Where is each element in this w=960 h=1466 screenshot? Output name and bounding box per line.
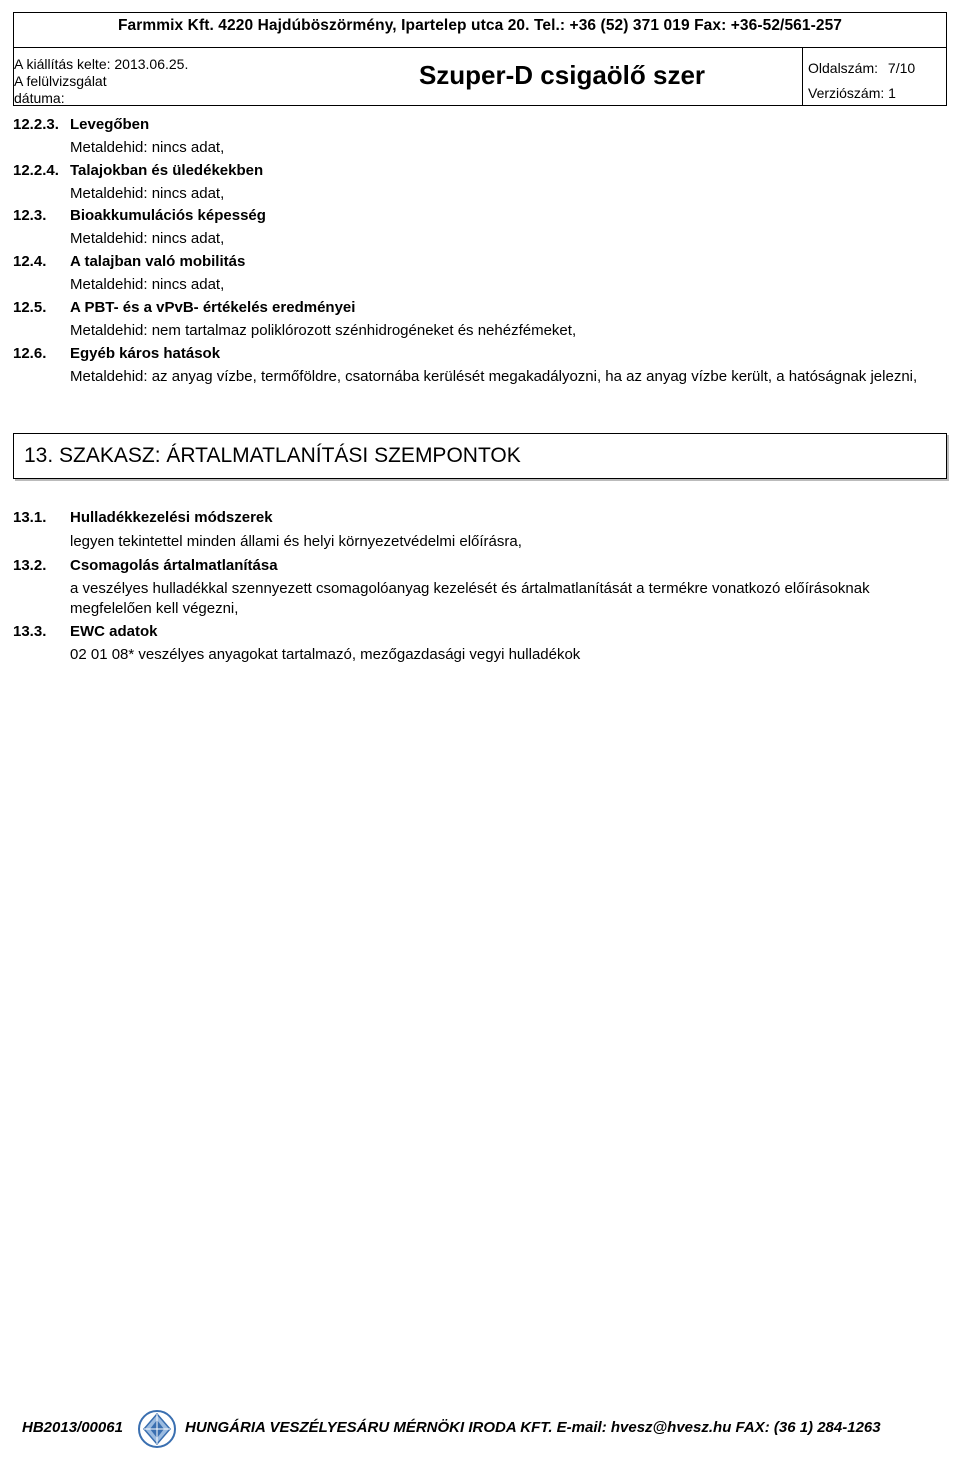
header-divider [14, 47, 946, 48]
subsection-title: Talajokban és üledékekben [70, 162, 264, 179]
subsection-number: 12.3. [13, 207, 47, 224]
subsection-title: EWC adatok [70, 623, 158, 640]
hungaria-logo-icon [135, 1409, 179, 1449]
subsection-title: A PBT- és a vPvB- értékelés eredményei [70, 299, 356, 316]
subsection-number: 12.5. [13, 299, 47, 316]
subsection-text: Metaldehid: nincs adat, [70, 230, 225, 247]
document-code: HB2013/00061 [22, 1419, 123, 1436]
subsection-number: 13.2. [13, 557, 47, 574]
subsection-text: Metaldehid: az anyag vízbe, termőföldre, csatornába kerülését megakadályozni, ha az anyag vízbe került, a hatóságnak jelezni, [70, 368, 918, 385]
subsection-title: A talajban való mobilitás [70, 253, 246, 270]
subsection-text: Metaldehid: nincs adat, [70, 139, 225, 156]
subsection-text: a veszélyes hulladékkal szennyezett csomagolóanyag kezelését és ártalmatlanítását a termékre vonatkozó előírásoknak megfelelően kell végezni, [70, 580, 870, 617]
document-header [13, 12, 947, 106]
issue-date-label: A kiállítás kelte: [14, 56, 111, 72]
subsection-number: 12.4. [13, 253, 47, 270]
subsection-text: Metaldehid: nincs adat, [70, 185, 225, 202]
company-info: Farmmix Kft. 4220 Hajdúböszörmény, Ipartelep utca 20. Tel.: +36 (52) 371 019 Fax: +36-52/561-257 [117, 17, 843, 34]
subsection-title: Csomagolás ártalmatlanítása [70, 557, 278, 574]
subsection-title: Egyéb káros hatások [70, 345, 221, 362]
header-dates [14, 56, 188, 107]
subsection-number: 12.6. [13, 345, 47, 362]
header-page-info [808, 56, 915, 106]
document-footer [22, 1409, 942, 1449]
section-13-heading-box [13, 433, 947, 479]
product-title: Szuper-D csigaölő szer [418, 60, 706, 90]
page-number-label: Oldalszám: [808, 60, 879, 76]
subsection-number: 13.1. [13, 509, 47, 526]
issue-date-value: 2013.06.25. [114, 56, 189, 72]
subsection-number: 12.2.4. [13, 162, 59, 179]
subsection-title: Levegőben [70, 116, 150, 133]
subsection-number: 13.3. [13, 623, 47, 640]
subsection-text: Metaldehid: nem tartalmaz poliklórozott szénhidrogéneket és nehézfémeket, [70, 322, 577, 339]
page-number-value: 7/10 [887, 60, 916, 76]
footer-contact-info: HUNGÁRIA VESZÉLYESÁRU MÉRNÖKI IRODA KFT. E-mail: hvesz@hvesz.hu FAX: (36 1) 284-1263 [185, 1419, 881, 1436]
subsection-number: 12.2.3. [13, 116, 59, 133]
subsection-title: Hulladékkezelési módszerek [70, 509, 273, 526]
version-number: Verziószám: 1 [808, 85, 896, 101]
section-13-heading: 13. SZAKASZ: ÁRTALMATLANÍTÁSI SZEMPONTOK [24, 444, 521, 467]
subsection-text: 02 01 08* veszélyes anyagokat tartalmazó, mezőgazdasági vegyi hulladékok [70, 646, 581, 663]
review-date-label-2: dátuma: [14, 90, 65, 106]
subsection-text: Metaldehid: nincs adat, [70, 276, 225, 293]
subsection-text: legyen tekintettel minden állami és helyi környezetvédelmi előírásra, [70, 533, 522, 550]
review-date-label-1: A felülvizsgálat [14, 73, 107, 89]
subsection-title: Bioakkumulációs képesség [70, 207, 266, 224]
